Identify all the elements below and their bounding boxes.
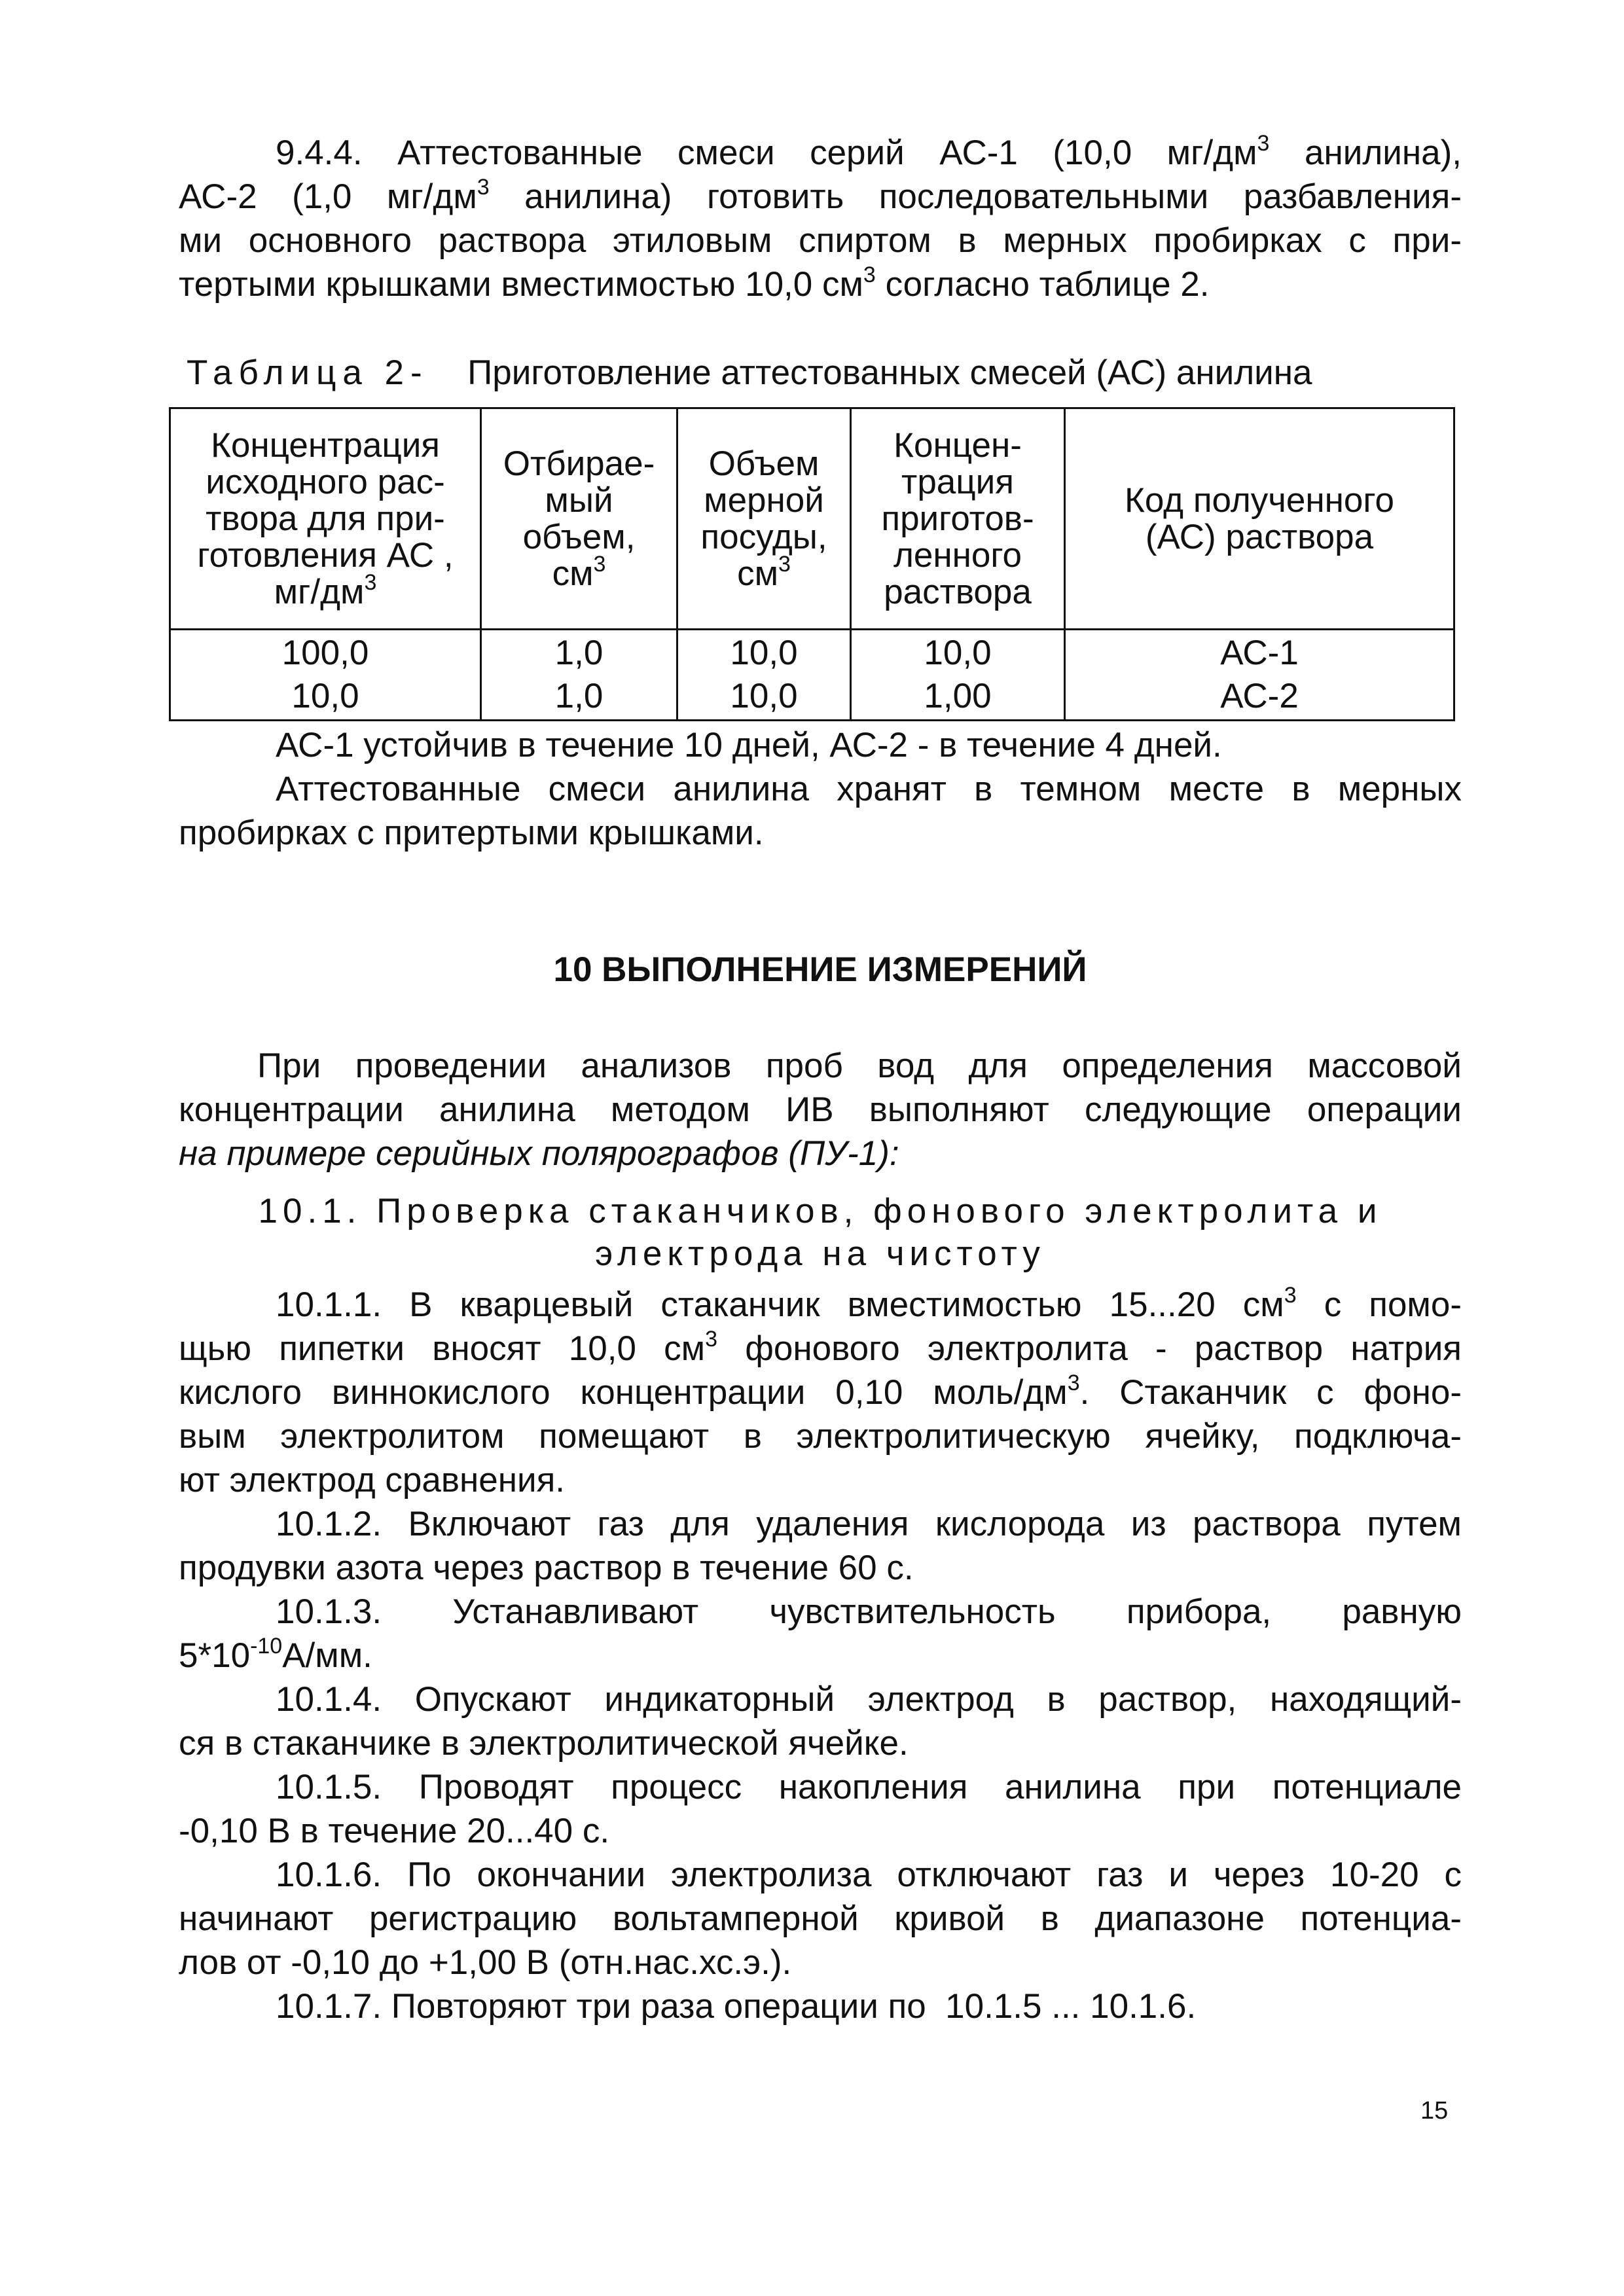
table-caption	[187, 351, 1450, 395]
header-solution-code: Код полученного (АС) раствора	[1065, 408, 1454, 630]
table-cell: 1,0 1,0	[481, 630, 677, 721]
table-cell: 10,0 10,0	[677, 630, 851, 721]
section-heading: 10 ВЫПОЛНЕНИЕ ИЗМЕРЕНИЙ	[553, 950, 1087, 989]
step-10-1-2: 10.1.2. Включают газ для удаления кислорода из раствора путем продувки азота через раствор в течение 60 с.	[179, 1505, 1462, 1587]
page-number: 15	[1420, 2097, 1449, 2125]
header-vessel-volume: Объем мерной посуды, $см^3$	[677, 408, 851, 630]
step-10-1-5: 10.1.5. Проводят процесс накопления анилина при потенциале -0,10 В в течение 20...40 с.	[179, 1768, 1462, 1850]
header-prepared-concentration: Концен- трация приготов- ленного раствора	[851, 408, 1065, 630]
table-data-row	[170, 630, 1454, 721]
step-10-1-6: 10.1.6. По окончании электролиза отключают газ и через 10-20 с начинают регистрацию вольтамперной кривой в диапазоне потенциа- лов от -0,10 до +1,00 В (отн.нас.хс.э.).	[179, 1856, 1462, 1982]
paragraph-9-4-4: 9.4.4. Аттестованные смеси серий АС-1 (10,0 $мг/дм^3$ анилина), АС-2 (1,0 $мг/дм^3$ анилина) готовить последовательными разбавления- ми основного раствора этиловым спиртом в мерных пробирках с при- тертыми крышками вместимостью 10,0 $см^3$ согласно таблице 2.	[179, 131, 1462, 304]
step-10-1-3: 10.1.3. Устанавливают чувствительность прибора, равную $5*10^{-10}А/мм$.	[179, 1592, 1462, 1675]
table-cell: АС-1 АС-2	[1065, 630, 1454, 721]
header-source-concentration: Концентрация исходного рас- твора для при- готовления АС , $мг/дм^3$	[170, 408, 481, 630]
table-caption-title: Приготовление аттестованных смесей (АС) анилина	[467, 353, 1312, 392]
table-header-row	[170, 408, 1454, 630]
table-2	[169, 407, 1455, 721]
step-10-1-1: 10.1.1. В кварцевый стаканчик вместимостью 15...20 $см^3$ с помо- щью пипетки вносят 10,0 $см^3$ фонового электролита - раствор натрия кислого виннокислого концентрации 0,10 моль/$дм^3$. Стаканчик с фоно- вым электролитом помещают в электролитическую ячейку, подключа- ют электрод сравнения.	[179, 1283, 1462, 1499]
table-caption-label: Таблица 2-	[187, 353, 429, 392]
table-cell: 100,0 10,0	[170, 630, 481, 721]
table-cell: 10,0 1,00	[851, 630, 1065, 721]
subsection-heading: 10.1. Проверка стаканчиков, фонового электролита и электрода на чистоту	[258, 1192, 1382, 1273]
section-intro: При проведении анализов проб вод для определения массовой концентрации анилина методом ИВ выполняют следующие операции на примере серийных полярографов (ПУ-1):	[179, 1047, 1462, 1173]
header-taken-volume: Отбирае- мый объем, $см^3$	[481, 408, 677, 630]
step-10-1-7: 10.1.7. Повторяют три раза операции по 10.1.5 ... 10.1.6.	[276, 1987, 1197, 2026]
storage-note: Аттестованные смеси анилина хранят в темном месте в мерных пробирках с притертыми крышками.	[179, 770, 1462, 852]
stability-note: АС-1 устойчив в течение 10 дней, АС-2 - в течение 4 дней.	[276, 726, 1222, 764]
step-10-1-4: 10.1.4. Опускают индикаторный электрод в раствор, находящий- ся в стаканчике в электролитической ячейке.	[179, 1680, 1462, 1763]
